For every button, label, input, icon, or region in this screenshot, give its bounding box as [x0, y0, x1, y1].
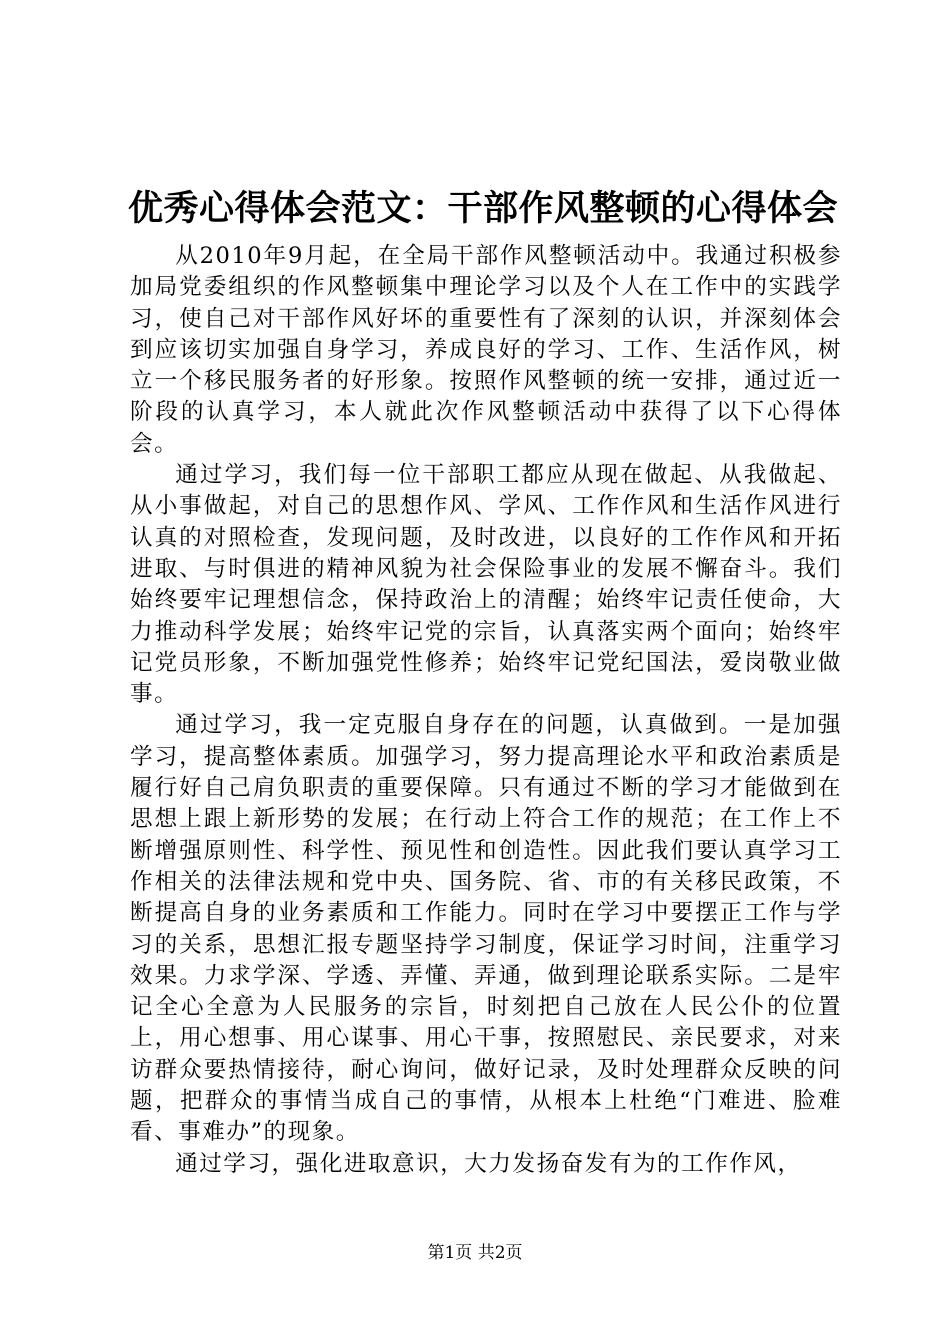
document-title: 优秀心得体会范文：干部作风整顿的心得体会	[128, 189, 839, 229]
body-paragraph: 通过学习，我一定克服自身存在的问题，认真做到。一是加强学习，提高整体素质。加强学习，努力提高理论水平和政治素质是履行好自己肩负职责的重要保障。只有通过不断的学习才能做到在思想上跟上新形势的发展；在行动上符合工作的规范；在工作上不断增强原则性、科学性、预见性和创造性。因此我们要认真学习工作相关的法律法规和党中央、国务院、省、市的有关移民政策，不断提高自身的业务素质和工作能力。同时在学习中要摆正工作与学习的关系，思想汇报专题坚持学习制度，保证学习时间，注重学习效果。力求学深、学透、弄懂、弄通，做到理论联系实际。二是牢记全心全意为人民服务的宗旨，时刻把自己放在人民公仆的位置上，用心想事、用心谋事、用心干事，按照慰民、亲民要求，对来访群众要热情接待，耐心询问，做好记录，及时处理群众反映的问题，把群众的事情当成自己的事情，从根本上杜绝“门难进、脸难看、事难办”的现象。	[130, 712, 842, 1146]
document-body	[130, 241, 842, 1180]
page-number-footer: 第1页 共2页	[427, 1243, 523, 1263]
body-paragraph: 通过学习，强化进取意识，大力发扬奋发有为的工作作风，	[175, 1150, 802, 1177]
body-paragraph: 从2010年9月起，在全局干部作风整顿活动中。我通过积极参加局党委组织的作风整顿集中理论学习以及个人在工作中的实践学习，使自己对干部作风好坏的重要性有了深刻的认识，并深刻体会到应该切实加强自身学习，养成良好的学习、工作、生活作风，树立一个移民服务者的好形象。按照作风整顿的统一安排，通过近一阶段的认真学习，本人就此次作风整顿活动中获得了以下心得体会。	[130, 243, 842, 457]
body-paragraph: 通过学习，我们每一位干部职工都应从现在做起、从我做起、从小事做起，对自己的思想作风、学风、工作作风和生活作风进行认真的对照检查，发现问题，及时改进，以良好的工作作风和开拓进取、与时俱进的精神风貌为社会保险事业的发展不懈奋斗。我们始终要牢记理想信念，保持政治上的清醒；始终牢记责任使命，大力推动科学发展；始终牢记党的宗旨，认真落实两个面向；始终牢记党员形象，不断加强党性修养；始终牢记党纪国法，爱岗敬业做事。	[130, 462, 842, 708]
